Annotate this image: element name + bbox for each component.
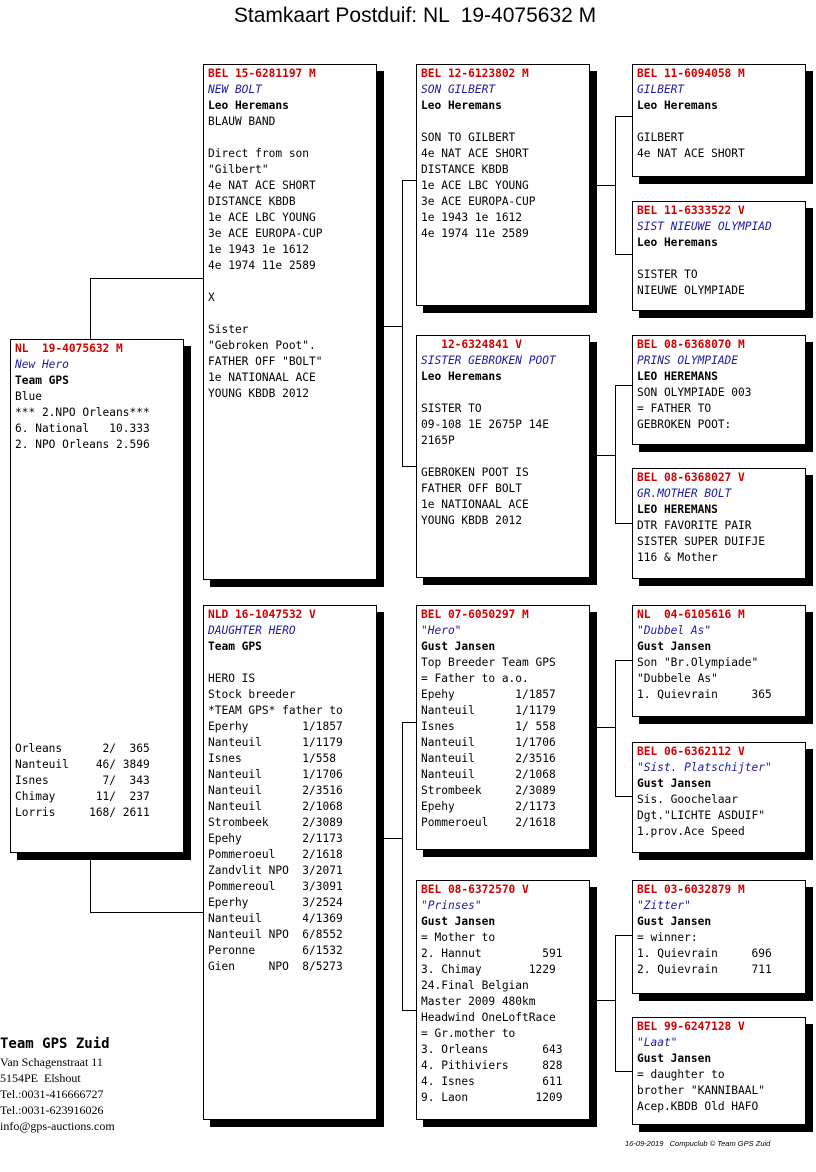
card-line: *TEAM GPS* father to	[208, 704, 343, 717]
connector-line	[402, 466, 417, 467]
card-line: DTR FAVORITE PAIR	[637, 519, 752, 532]
card-line: Master 2009 480km	[421, 995, 536, 1008]
card-line: Peronne 6/1532	[208, 944, 343, 957]
card-line: 1. Quievrain 365	[637, 688, 772, 701]
postal-line: 5154PE Elshout	[0, 1071, 81, 1085]
card-line: Sis. Goochelaar	[637, 793, 739, 806]
card-line	[15, 485, 179, 501]
race-result-line: Nanteuil 46/ 3849	[15, 758, 150, 771]
connector-line	[615, 116, 633, 117]
card-line: Nanteuil 2/1068	[421, 768, 556, 781]
ring-number: BEL 12-6123802 M	[421, 67, 529, 80]
card-line: X	[208, 291, 215, 304]
pedigree-card-dam-sire-sire	[632, 605, 806, 717]
connector-line	[615, 385, 633, 386]
pedigree-card-dam-dam	[416, 880, 590, 1120]
connector-line	[615, 1071, 633, 1072]
card-line	[421, 385, 585, 401]
card-line: Strombeek 2/3089	[208, 816, 343, 829]
card-lines	[421, 385, 585, 529]
card-line: 4e 1974 11e 2589	[208, 259, 316, 272]
card-line: Nanteuil 1/1179	[421, 704, 556, 717]
card-line	[15, 517, 179, 533]
connector-line	[615, 254, 633, 255]
ring-number: BEL 99-6247128 V	[637, 1020, 745, 1033]
pigeon-name: SON GILBERT	[421, 83, 496, 96]
card-line: 4e 1974 11e 2589	[421, 227, 529, 240]
card-line: 1. Quievrain 696	[637, 947, 772, 960]
connector-line	[597, 185, 615, 186]
card-line	[15, 469, 179, 485]
card-lines	[208, 114, 372, 402]
pigeon-name: "Sist. Platschijter"	[637, 761, 772, 774]
connector-line	[597, 727, 615, 728]
company-name: Team GPS Zuid	[0, 1036, 110, 1052]
card-lines	[637, 518, 801, 566]
phone-line: Tel.:0031-416666727	[0, 1087, 104, 1101]
connector-line	[90, 278, 91, 340]
card-line: FATHER OFF BOLT	[421, 482, 523, 495]
card-line: 09-108 1E 2675P 14E	[421, 418, 549, 431]
card-line	[15, 533, 179, 549]
card-line	[15, 725, 179, 741]
ring-number: BEL 06-6362112 V	[637, 745, 745, 758]
card-line: = FATHER TO	[637, 402, 712, 415]
connector-line	[402, 180, 403, 466]
pigeon-name: GILBERT	[637, 83, 685, 96]
card-lines	[421, 114, 585, 242]
card-line: Strombeek 2/3089	[421, 784, 556, 797]
connector-line	[615, 935, 616, 1071]
ring-number: BEL 03-6032879 M	[637, 883, 745, 896]
pigeon-name: New Hero	[15, 358, 69, 371]
pedigree-card-dam-sire	[416, 605, 590, 850]
card-line	[15, 501, 179, 517]
card-line: Isnes 1/ 558	[421, 720, 556, 733]
pedigree-card-dam	[203, 605, 377, 1120]
card-line: 116 & Mother	[637, 551, 718, 564]
card-line	[15, 709, 179, 725]
card-line	[15, 693, 179, 709]
print-stamp: 16-09-2019 Compuclub © Team GPS Zuid	[625, 1139, 771, 1148]
card-lines	[637, 1067, 801, 1115]
race-result-line: Lorris 168/ 2611	[15, 806, 150, 819]
card-line	[208, 306, 372, 322]
card-line	[15, 661, 179, 677]
card-line	[15, 549, 179, 565]
ring-number: BEL 08-6368070 M	[637, 338, 745, 351]
card-lines	[421, 655, 585, 831]
connector-line	[402, 180, 417, 181]
card-line: "Gilbert"	[208, 163, 269, 176]
connector-line	[90, 852, 91, 912]
owner-name: Gust Jansen	[637, 915, 712, 928]
pedigree-card-sire-dam-dam	[632, 468, 806, 579]
pedigree-card-sire-dam-sire	[632, 335, 806, 445]
card-line: 2. Hannut 591	[421, 947, 563, 960]
pedigree-card-sire-sire-sire	[632, 64, 806, 177]
card-line: = Mother to	[421, 931, 496, 944]
connector-line	[597, 1000, 615, 1001]
card-line: 1e NATIONAAL ACE	[421, 498, 529, 511]
pigeon-name: "Hero"	[421, 624, 462, 637]
card-line: Nanteuil 1/1179	[208, 736, 343, 749]
connector-line	[615, 660, 633, 661]
card-line	[637, 114, 801, 130]
card-line: GEBROKEN POOT:	[637, 418, 732, 431]
card-line: 3. Chimay 1229	[421, 963, 556, 976]
card-line: Headwind OneLoftRace	[421, 1011, 556, 1024]
owner-name: Leo Heremans	[421, 370, 502, 383]
connector-line	[90, 278, 204, 279]
card-line: Pommereoul 3/3091	[208, 880, 343, 893]
card-line	[15, 677, 179, 693]
card-line	[15, 453, 179, 469]
card-line	[15, 565, 179, 581]
ring-number: BEL 08-6372570 V	[421, 883, 529, 896]
card-line: Acep.KBDB Old HAFO	[637, 1100, 759, 1113]
card-line: YOUNG KBDB 2012	[208, 387, 310, 400]
card-line: SON TO GILBERT	[421, 131, 516, 144]
card-line: 4e NAT ACE SHORT	[208, 179, 316, 192]
card-line	[15, 629, 179, 645]
card-line: Dgt."LICHTE ASDUIF"	[637, 809, 765, 822]
email-line: info@gps-auctions.com	[0, 1119, 115, 1133]
card-line: Nanteuil NPO 6/8552	[208, 928, 343, 941]
connector-line	[615, 796, 633, 797]
connector-line	[615, 523, 633, 524]
card-line: Zandvlit NPO 3/2071	[208, 864, 343, 877]
pigeon-name: "Laat"	[637, 1036, 678, 1049]
ring-number: BEL 11-6333522 V	[637, 204, 745, 217]
card-line: FATHER OFF "BOLT"	[208, 355, 323, 368]
owner-name: Gust Jansen	[637, 640, 712, 653]
pigeon-name: "Zitter"	[637, 899, 691, 912]
card-line: Pommeroeul 2/1618	[421, 816, 556, 829]
connector-line	[615, 116, 616, 254]
ring-number: NLD 16-1047532 V	[208, 608, 316, 621]
address-line: Van Schagenstraat 11	[0, 1055, 103, 1069]
card-line: Nanteuil 4/1369	[208, 912, 343, 925]
card-line: SISTER TO	[637, 268, 698, 281]
card-line	[421, 449, 585, 465]
card-line: Top Breeder Team GPS	[421, 656, 556, 669]
page-title: Stamkaart Postduif: NL 19-4075632 M	[233, 4, 597, 27]
card-line: Eperhy 3/2524	[208, 896, 343, 909]
pedigree-card-subject	[10, 339, 184, 853]
connector-line	[615, 660, 616, 796]
card-line: 1e ACE LBC YOUNG	[421, 179, 529, 192]
card-line: GILBERT	[637, 131, 685, 144]
pedigree-card-sire-dam	[416, 335, 590, 578]
card-line: Direct from son	[208, 147, 310, 160]
card-line: 3. Orleans 643	[421, 1043, 563, 1056]
race-result-line: Isnes 7/ 343	[15, 774, 150, 787]
owner-name: LEO HEREMANS	[637, 503, 718, 516]
pigeon-name: NEW BOLT	[208, 83, 262, 96]
pigeon-name: "Dubbel As"	[637, 624, 712, 637]
card-line: Pommeroeul 2/1618	[208, 848, 343, 861]
card-line: 3e ACE EUROPA-CUP	[421, 195, 536, 208]
card-line	[208, 655, 372, 671]
card-lines	[637, 930, 801, 978]
card-line: 1.prov.Ace Speed	[637, 825, 745, 838]
connector-line	[384, 838, 402, 839]
ring-number: BEL 07-6050297 M	[421, 608, 529, 621]
card-line: Nanteuil 2/1068	[208, 800, 343, 813]
pigeon-name: DAUGHTER HERO	[208, 624, 296, 637]
card-line: Isnes 1/558	[208, 752, 336, 765]
footer-contact	[0, 1034, 115, 1134]
ring-number: NL 19-4075632 M	[15, 342, 123, 355]
card-line: = daughter to	[637, 1068, 725, 1081]
card-line: Sister	[208, 323, 249, 336]
pedigree-card-sire-sire	[416, 64, 590, 306]
connector-line	[402, 722, 417, 723]
card-line	[637, 251, 801, 267]
owner-name: Team GPS	[15, 374, 69, 387]
card-line: 3e ACE EUROPA-CUP	[208, 227, 323, 240]
card-line: 1e NATIONAAL ACE	[208, 371, 316, 384]
card-line	[208, 274, 372, 290]
card-line: DISTANCE KBDB	[421, 163, 509, 176]
owner-name: Leo Heremans	[637, 236, 718, 249]
card-lines	[208, 655, 372, 975]
card-line: 1e 1943 1e 1612	[208, 243, 310, 256]
race-result-line: Orleans 2/ 365	[15, 742, 150, 755]
race-result-line: Chimay 11/ 237	[15, 790, 150, 803]
card-line: = Father to a.o.	[421, 672, 529, 685]
ring-number: NL 04-6105616 M	[637, 608, 745, 621]
card-lines	[15, 389, 179, 741]
card-line: DISTANCE KBDB	[208, 195, 296, 208]
owner-name: Gust Jansen	[421, 915, 496, 928]
card-line: GEBROKEN POOT IS	[421, 466, 529, 479]
pedigree-card-sire	[203, 64, 377, 580]
pedigree-card-dam-sire-dam	[632, 742, 806, 853]
card-line: 1e 1943 1e 1612	[421, 211, 523, 224]
owner-name: Leo Heremans	[421, 99, 502, 112]
card-line: Epehy 2/1173	[421, 800, 556, 813]
pigeon-name: SISTER GEBROKEN POOT	[421, 354, 556, 367]
connector-line	[615, 385, 616, 523]
card-lines	[637, 792, 801, 840]
card-line	[208, 130, 372, 146]
card-line: Son "Br.Olympiade"	[637, 656, 759, 669]
owner-name: Leo Heremans	[208, 99, 289, 112]
card-line: Blue	[15, 390, 42, 403]
card-line: = winner:	[637, 931, 698, 944]
pigeon-name: GR.MOTHER BOLT	[637, 487, 732, 500]
ring-number: BEL 15-6281197 M	[208, 67, 316, 80]
pedigree-card-dam-dam-sire	[632, 880, 806, 994]
card-line: Epehy 1/1857	[421, 688, 556, 701]
pigeon-name: "Prinses"	[421, 899, 482, 912]
card-line: "Gebroken Poot".	[208, 339, 316, 352]
connector-line	[402, 722, 403, 1010]
owner-name: Team GPS	[208, 640, 262, 653]
connector-line	[597, 455, 615, 456]
card-line: Nanteuil 2/3516	[208, 784, 343, 797]
ring-number: BEL 11-6094058 M	[637, 67, 745, 80]
card-line: 4e NAT ACE SHORT	[637, 147, 745, 160]
connector-line	[402, 1010, 417, 1011]
card-line: 4e NAT ACE SHORT	[421, 147, 529, 160]
card-line: "Dubbele As"	[637, 672, 718, 685]
card-line: 9. Laon 1209	[421, 1091, 563, 1104]
card-line: 2. Quievrain 711	[637, 963, 772, 976]
card-line: = Gr.mother to	[421, 1027, 516, 1040]
card-line: 4. Isnes 611	[421, 1075, 563, 1088]
card-line: Nanteuil 2/3516	[421, 752, 556, 765]
card-line: 2165P	[421, 434, 455, 447]
owner-name: Gust Jansen	[637, 1052, 712, 1065]
owner-name: Leo Heremans	[637, 99, 718, 112]
card-line: 1e ACE LBC YOUNG	[208, 211, 316, 224]
connector-line	[90, 912, 204, 913]
owner-name: Gust Jansen	[421, 640, 496, 653]
pedigree-card-dam-dam-dam	[632, 1017, 806, 1125]
card-line	[15, 597, 179, 613]
card-line: Nanteuil 1/1706	[421, 736, 556, 749]
ring-number: 12-6324841 V	[421, 338, 523, 351]
card-line: Epehy 2/1173	[208, 832, 343, 845]
card-line: SON OLYMPIADE 003	[637, 386, 752, 399]
card-line: YOUNG KBDB 2012	[421, 514, 523, 527]
card-line: HERO IS	[208, 672, 256, 685]
card-lines	[637, 251, 801, 299]
card-line: SISTER TO	[421, 402, 482, 415]
card-line: *** 2.NPO Orleans***	[15, 406, 150, 419]
connector-line	[615, 935, 633, 936]
card-lines	[637, 114, 801, 162]
card-line: 4. Pithiviers 828	[421, 1059, 563, 1072]
card-line: Gien NPO 8/5273	[208, 960, 343, 973]
card-line: Nanteuil 1/1706	[208, 768, 343, 781]
card-line: Stock breeder	[208, 688, 296, 701]
card-line	[15, 613, 179, 629]
pedigree-card-sire-sire-dam	[632, 201, 806, 311]
pigeon-name: PRINS OLYMPIADE	[637, 354, 739, 367]
owner-name: Gust Jansen	[637, 777, 712, 790]
card-lines	[421, 930, 585, 1106]
card-line: Eperhy 1/1857	[208, 720, 343, 733]
card-line: brother "KANNIBAAL"	[637, 1084, 765, 1097]
race-results	[15, 741, 179, 821]
card-line: 24.Final Belgian	[421, 979, 529, 992]
card-line: BLAUW BAND	[208, 115, 276, 128]
connector-line	[384, 326, 402, 327]
ring-number: BEL 08-6368027 V	[637, 471, 745, 484]
pigeon-name: SIST NIEUWE OLYMPIAD	[637, 220, 772, 233]
card-line: NIEUWE OLYMPIADE	[637, 284, 745, 297]
card-line	[421, 114, 585, 130]
owner-name: LEO HEREMANS	[637, 370, 718, 383]
card-lines	[637, 655, 801, 703]
card-line: 6. National 10.333	[15, 422, 150, 435]
card-lines	[637, 385, 801, 433]
card-line	[15, 581, 179, 597]
card-line: SISTER SUPER DUIFJE	[637, 535, 765, 548]
phone-line: Tel.:0031-623916026	[0, 1103, 104, 1117]
card-line: 2. NPO Orleans 2.596	[15, 438, 150, 451]
card-line	[15, 645, 179, 661]
